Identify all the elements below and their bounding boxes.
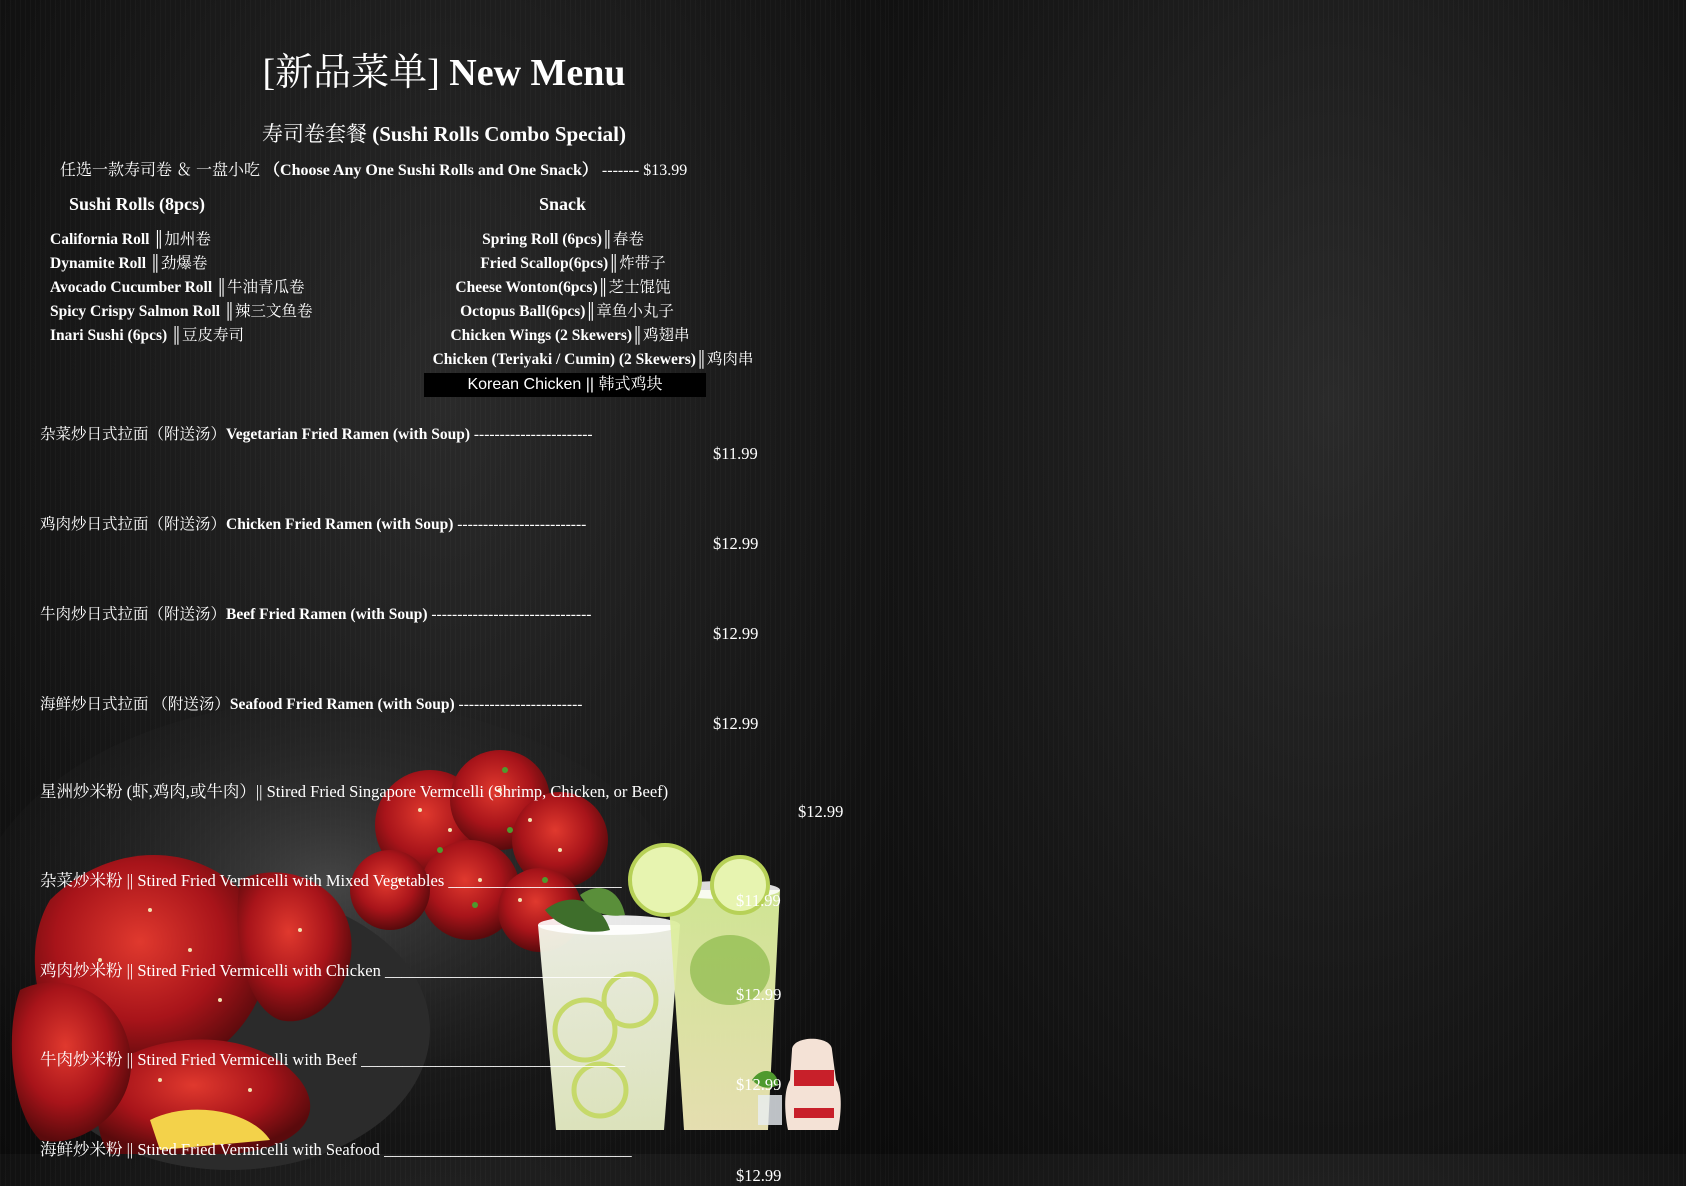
snack-item [383, 252, 763, 276]
ramen-zh: 牛肉炒日式拉面（附送汤） [40, 606, 227, 623]
vermicelli-row [40, 1136, 928, 1160]
sushi-roll-item [50, 300, 312, 324]
sushi-roll-item [50, 252, 207, 276]
ramen-zh: 鸡肉炒日式拉面（附送汤） [40, 516, 227, 533]
vermicelli-price: $12.99 [736, 985, 782, 1004]
combo-line [60, 157, 687, 180]
snack-item [373, 228, 753, 252]
sushi-roll-zh: ║劲爆卷 [149, 255, 208, 272]
snack-en: Spring Roll (6pcs) [482, 231, 602, 248]
sushi-roll-en: Spicy Crispy Salmon Roll [50, 303, 221, 320]
snack-item [377, 300, 757, 324]
snack-en: Octopus Ball(6pcs) [460, 303, 586, 320]
title-en: New Menu [449, 52, 626, 94]
vermicelli-text: 杂菜炒米粉 || Stired Fried Vermicelli with Mixed Vegetables [40, 871, 445, 890]
page-title [0, 50, 888, 96]
ramen-en: Beef Fried Ramen (with Soup) [226, 606, 428, 623]
vermicelli-row [40, 957, 928, 981]
ramen-en: Chicken Fried Ramen (with Soup) [226, 516, 454, 533]
snack-zh: ║章鱼小丸子 [585, 303, 674, 320]
ramen-row [40, 422, 928, 444]
snack-zh: ║芝士馄饨 [597, 279, 671, 296]
ramen-zh: 杂菜炒日式拉面（附送汤） [40, 426, 227, 443]
vermicelli-price: $11.99 [736, 891, 781, 910]
ramen-price: $12.99 [713, 534, 759, 553]
snack-en: Chicken (Teriyaki / Cumin) (2 Skewers) [432, 351, 696, 368]
vermicelli-row [40, 867, 928, 891]
ramen-dots: ------------------------------- [431, 606, 592, 623]
ramen-price: $12.99 [713, 624, 759, 643]
snack-item [373, 276, 753, 300]
sushi-roll-item [50, 228, 211, 252]
vermicelli-row [40, 1046, 928, 1070]
ramen-row [40, 692, 928, 714]
ramen-en: Seafood Fried Ramen (with Soup) [229, 696, 455, 713]
ramen-row [40, 602, 928, 624]
snack-en: Cheese Wonton(6pcs) [455, 279, 598, 296]
snack-item [383, 348, 803, 372]
vermicelli-text: 星洲炒米粉 (虾,鸡肉,或牛肉）|| Stired Fried Singapore Vermcelli (Shrimp, Chicken, or Beef) [40, 782, 669, 801]
sushi-roll-zh: ║豆皮寿司 [171, 327, 245, 344]
combo-title-en: (Sushi Rolls Combo Special) [372, 122, 627, 146]
korean-chicken-label: Korean Chicken || 韩式鸡块 [424, 373, 706, 397]
sushi-roll-item [50, 276, 305, 300]
sushi-roll-item [50, 324, 244, 348]
ramen-dots: ------------------------- [457, 516, 587, 533]
sushi-roll-en: Dynamite Roll [50, 255, 147, 272]
ramen-en: Vegetarian Fried Ramen (with Soup) [226, 426, 470, 443]
snack-zh: ║鸡翅串 [632, 327, 690, 344]
snack-zh: ║鸡肉串 [695, 351, 754, 368]
vermicelli-dots: ________________________________ [361, 1050, 626, 1069]
vermicelli-dots: ______________________________ [384, 1140, 632, 1159]
ramen-row [40, 512, 928, 534]
vermicelli-price: $12.99 [736, 1166, 782, 1185]
combo-title-zh: 寿司卷套餐 [261, 122, 367, 146]
snack-zh: ║春卷 [601, 231, 644, 248]
snack-zh: ║炸带子 [608, 255, 666, 272]
snack-header: Snack [539, 194, 587, 214]
vermicelli-text: 牛肉炒米粉 || Stired Fried Vermicelli with Beef [40, 1050, 358, 1069]
ramen-price: $11.99 [713, 444, 758, 463]
ramen-price: $12.99 [713, 714, 759, 733]
snack-item [380, 324, 760, 348]
sushi-roll-zh: ║加州卷 [153, 231, 211, 248]
combo-dots: ------- [601, 162, 640, 179]
combo-title [0, 118, 888, 148]
combo-price: $13.99 [643, 162, 688, 179]
vermicelli-price: $12.99 [798, 802, 844, 821]
vermicelli-dots: _____________________ [448, 871, 622, 890]
sushi-roll-en: Inari Sushi (6pcs) [50, 327, 168, 344]
ramen-zh: 海鲜炒日式拉面 （附送汤） [40, 696, 230, 713]
title-zh: [新品菜单] [262, 52, 440, 94]
sushi-roll-zh: ║牛油青瓜卷 [216, 279, 305, 296]
snack-en: Fried Scallop(6pcs) [480, 255, 609, 272]
vermicelli-row [40, 778, 928, 802]
snack-en: Chicken Wings (2 Skewers) [450, 327, 633, 344]
ramen-dots: ------------------------ [458, 696, 583, 713]
vermicelli-text: 海鲜炒米粉 || Stired Fried Vermicelli with Seafood [40, 1140, 380, 1159]
sushi-roll-en: California Roll [50, 231, 150, 248]
sushi-roll-en: Avocado Cucumber Roll [50, 279, 213, 296]
combo-line-en: （Choose Any One Sushi Rolls and One Snack） [264, 162, 598, 179]
vermicelli-price: $12.99 [736, 1075, 782, 1094]
sushi-roll-zh: ║辣三文鱼卷 [223, 303, 313, 320]
vermicelli-text: 鸡肉炒米粉 || Stired Fried Vermicelli with Chicken [40, 961, 381, 980]
ramen-dots: ----------------------- [473, 426, 593, 443]
combo-line-zh: 任选一款寿司卷 ＆ 一盘小吃 [60, 162, 261, 179]
vermicelli-dots: ______________________________ [384, 961, 633, 980]
sushi-rolls-header: Sushi Rolls (8pcs) [69, 194, 206, 214]
